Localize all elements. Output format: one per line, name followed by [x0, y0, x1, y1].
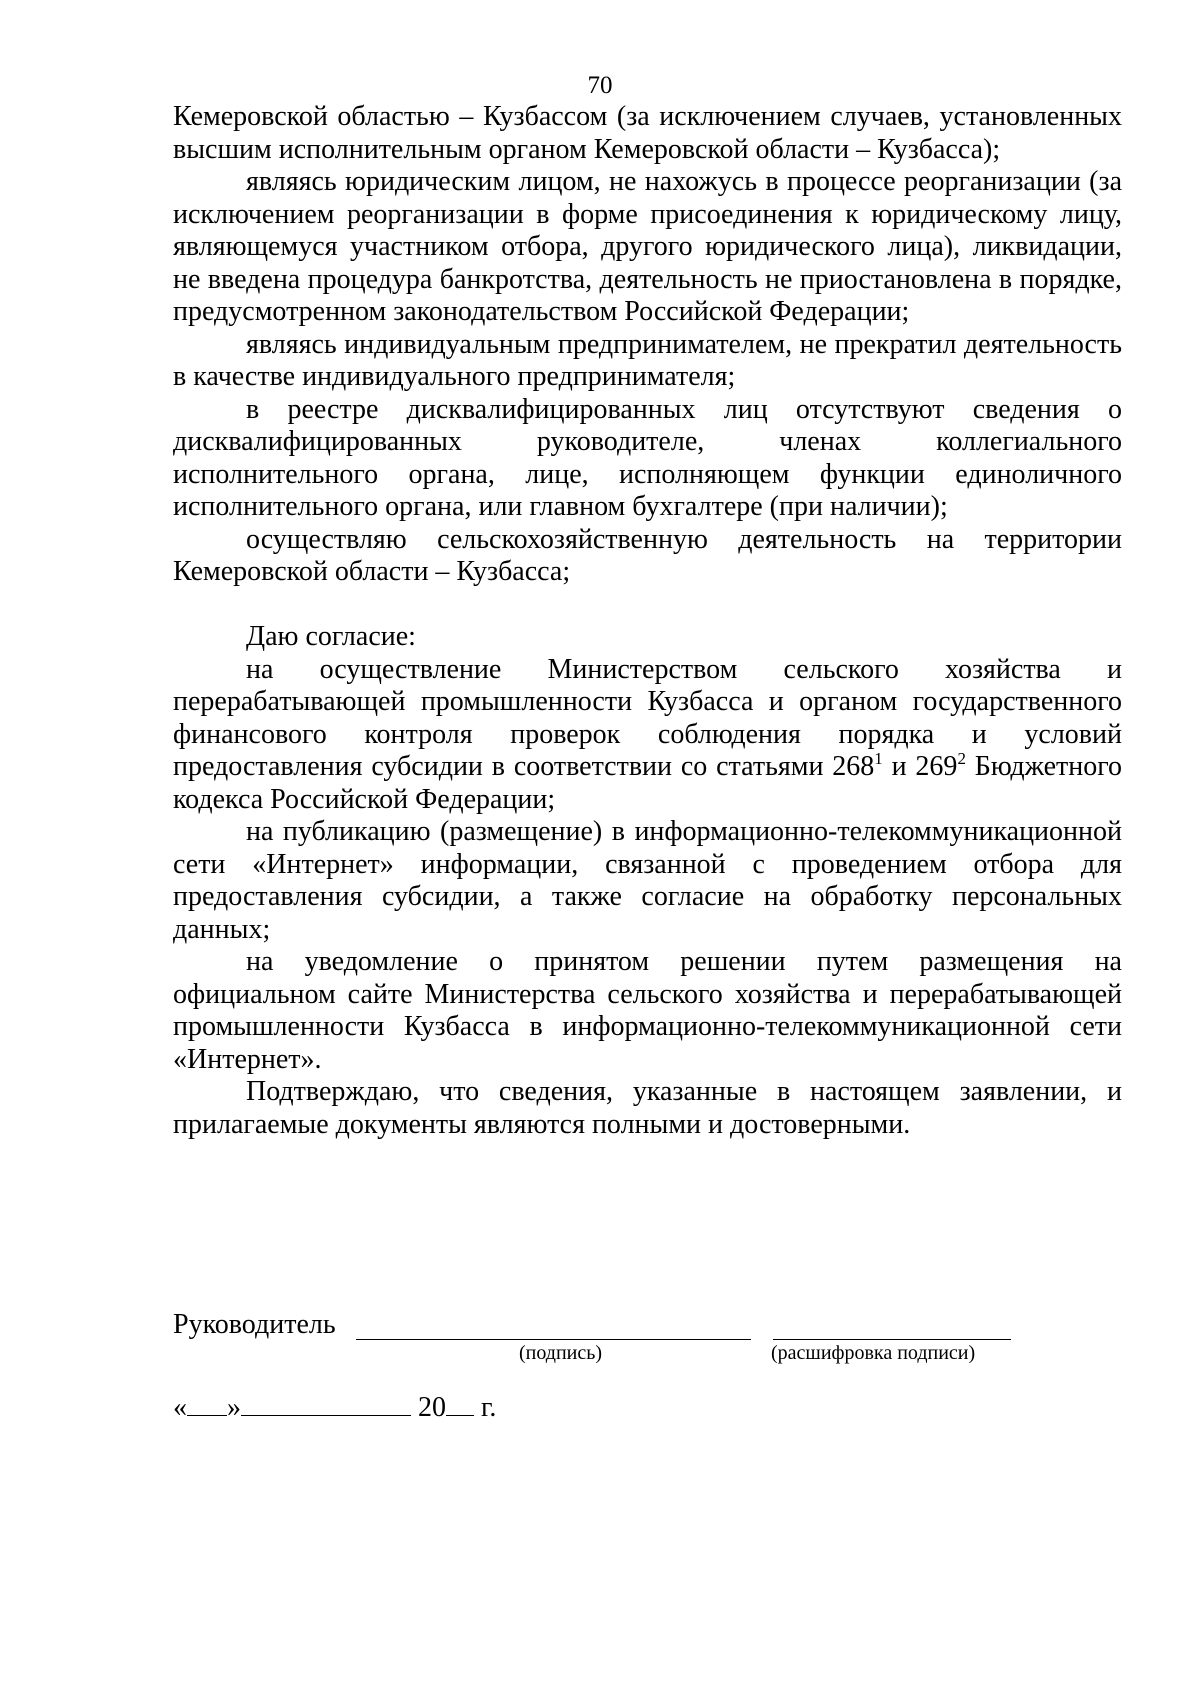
article-268-superscript: 1	[874, 749, 883, 768]
consent-audit-middle: и 269	[882, 751, 958, 782]
date-close-quote: »	[227, 1392, 241, 1423]
paragraph-agricultural-activity: осуществляю сельскохозяйственную деятельность на территории Кемеровской области – Кузбасса;	[173, 523, 1122, 587]
signature-caption: (подпись)	[519, 1342, 603, 1364]
date-year-blank	[446, 1391, 474, 1416]
date-line	[173, 1391, 496, 1424]
date-day-blank	[187, 1391, 227, 1416]
signature-decode-line	[773, 1311, 1011, 1340]
date-year-prefix: 20	[418, 1392, 446, 1423]
signature-decode-caption: (расшифровка подписи)	[771, 1342, 976, 1364]
paragraph-consent-publication: на публикацию (размещение) в информационно-телекоммуникационной сети «Интернет» информации, связанной с проведением отбора для предоставления субсидии, а также согласие на обработку персональных данных;	[173, 816, 1122, 945]
signature-line	[356, 1311, 751, 1340]
signature-block	[173, 1309, 1122, 1349]
paragraph-consent-audit	[173, 654, 1122, 817]
article-269-superscript: 2	[957, 749, 966, 768]
paragraph-region-continuation: Кемеровской областью – Кузбассом (за исключением случаев, установленных высшим исполнительным органом Кемеровской области – Кузбасса);	[173, 101, 1122, 165]
consent-audit-end: Бюджетного кодекса Российской Федерации;	[173, 751, 1123, 815]
paragraph-disqualified-register: в реестре дисквалифицированных лиц отсутствуют сведения о дисквалифицированных руководителе, членах коллегиального исполнительного органа, лице, исполняющем функции единоличного исполнительного органа, или главном бухгалтере (при наличии);	[173, 393, 1122, 522]
page-number: 70	[587, 72, 613, 99]
paragraph-legal-entity-status: являясь юридическим лицом, не нахожусь в процессе реорганизации (за исключением реорганизации в форме присоединения к юридическому лицу, являющемуся участником отбора, другого юридического лица), ликвидации, не введена процедура банкротства, деятельность не приостановлена в порядке, предусмотренном законодательством Российской Федерации;	[173, 166, 1122, 327]
paragraph-entrepreneur-status: являясь индивидуальным предпринимателем, не прекратил деятельность в качестве индивидуального предпринимателя;	[173, 328, 1122, 392]
date-year-suffix: г.	[481, 1392, 497, 1423]
paragraph-consent-notification: на уведомление о принятом решении путем размещения на официальном сайте Министерства сельского хозяйства и перерабатывающей промышленности Кузбасса в информационно-телекоммуникационной сети «Интернет».	[173, 946, 1122, 1075]
consent-audit-text: на осуществление Министерством сельского хозяйства и перерабатывающей промышленности Кузбасса и органом государственного финансового контроля проверок соблюдения порядка и условий предоставления субсидии в соответствии со статьями 268	[173, 653, 1122, 782]
date-month-blank	[241, 1391, 411, 1416]
paragraph-confirmation: Подтверждаю, что сведения, указанные в настоящем заявлении, и прилагаемые документы являются полными и достоверными.	[173, 1076, 1122, 1140]
consent-heading: Даю согласие:	[246, 621, 416, 652]
date-open-quote: «	[173, 1392, 187, 1423]
signer-role-label: Руководитель	[173, 1309, 336, 1340]
document-body	[173, 101, 1122, 1141]
